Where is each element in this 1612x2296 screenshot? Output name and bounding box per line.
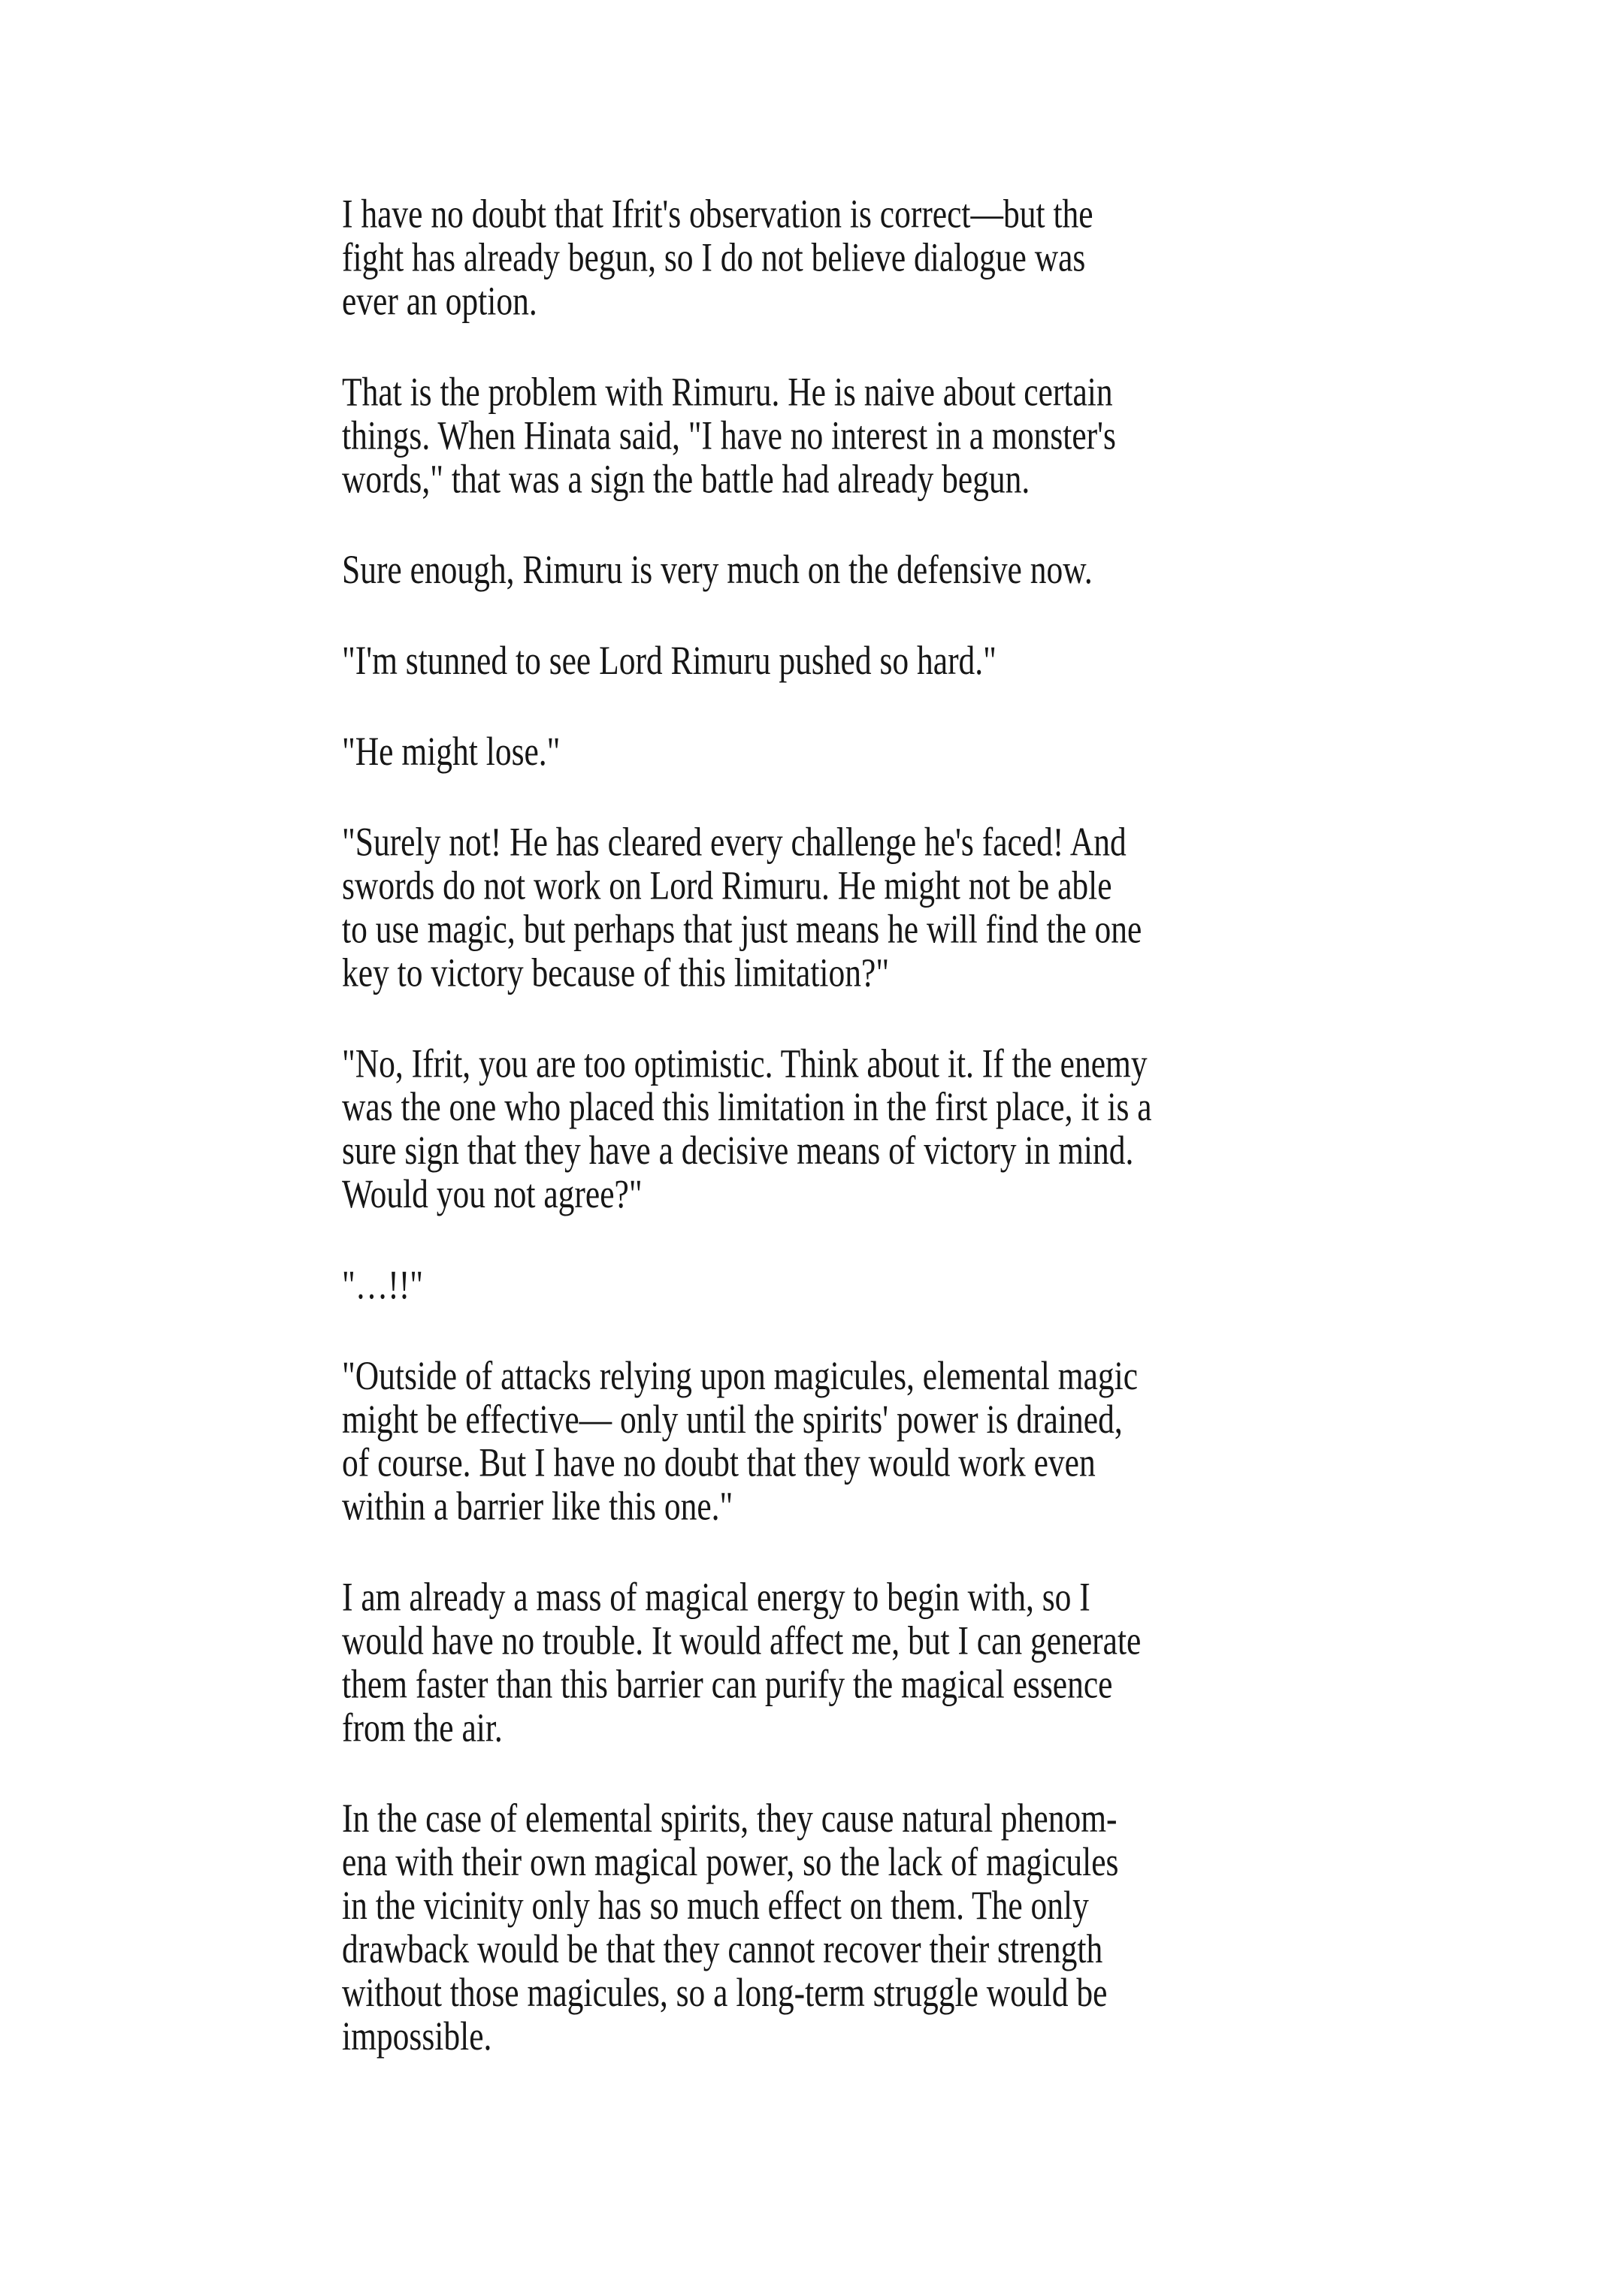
text-line: drawback would be that they cannot recover their strength — [342, 1927, 1103, 1972]
paragraph — [342, 821, 1304, 995]
text-line: That is the problem with Rimuru. He is naive about certain — [342, 370, 1113, 415]
text-line: fight has already begun, so I do not believe dialogue was — [342, 235, 1086, 280]
text-line: was the one who placed this limitation in the first place, it is a — [342, 1085, 1152, 1130]
paragraph — [342, 1576, 1304, 1751]
text-line: I am already a mass of magical energy to begin with, so I — [342, 1575, 1090, 1620]
paragraph — [342, 548, 1304, 592]
text-line: "He might lose." — [342, 729, 561, 775]
text-line: Would you not agree?" — [342, 1172, 643, 1217]
paragraph — [342, 1043, 1304, 1217]
paragraph — [342, 1355, 1304, 1529]
text-line: "No, Ifrit, you are too optimistic. Think about it. If the enemy — [342, 1041, 1148, 1086]
paragraph — [342, 730, 1304, 774]
text-line: ena with their own magical power, so the lack of magicules — [342, 1840, 1119, 1885]
text-line: "…!!" — [342, 1263, 423, 1308]
text-line: Sure enough, Rimuru is very much on the defensive now. — [342, 548, 1093, 593]
text-line: from the air. — [342, 1705, 503, 1751]
text-line: would have no trouble. It would affect me, but I can generate — [342, 1618, 1142, 1663]
text-line: them faster than this barrier can purify the magical essence — [342, 1662, 1113, 1707]
text-line: of course. But I have no doubt that they would work even — [342, 1440, 1096, 1486]
page-text — [342, 193, 1304, 2059]
paragraph — [342, 193, 1304, 324]
text-line: swords do not work on Lord Rimuru. He might not be able — [342, 863, 1112, 908]
text-line: ever an option. — [342, 279, 537, 324]
paragraph — [342, 371, 1304, 502]
text-line: "Outside of attacks relying upon magicules, elemental magic — [342, 1353, 1139, 1399]
paragraph — [342, 639, 1304, 683]
text-line: impossible. — [342, 2014, 492, 2059]
paragraph — [342, 1264, 1304, 1307]
text-line: "I'm stunned to see Lord Rimuru pushed so hard." — [342, 639, 997, 684]
text-line: "Surely not! He has cleared every challenge he's faced! And — [342, 820, 1127, 865]
text-line: without those magicules, so a long-term struggle would be — [342, 1971, 1108, 2016]
text-line: might be effective— only until the spirits' power is drained, — [342, 1397, 1123, 1443]
text-line: within a barrier like this one." — [342, 1484, 733, 1529]
text-line: things. When Hinata said, "I have no interest in a monster's — [342, 413, 1116, 458]
text-line: in the vicinity only has so much effect on them. The only — [342, 1884, 1089, 1929]
text-line: I have no doubt that Ifrit's observation is correct—but the — [342, 192, 1093, 237]
text-line: In the case of elemental spirits, they cause natural phenom- — [342, 1796, 1118, 1841]
text-line: sure sign that they have a decisive means of victory in mind. — [342, 1128, 1134, 1174]
text-line: key to victory because of this limitation?" — [342, 950, 890, 995]
paragraph — [342, 1798, 1304, 2059]
text-line: to use magic, but perhaps that just means he will find the one — [342, 907, 1142, 952]
text-line: words," that was a sign the battle had already begun. — [342, 457, 1030, 502]
